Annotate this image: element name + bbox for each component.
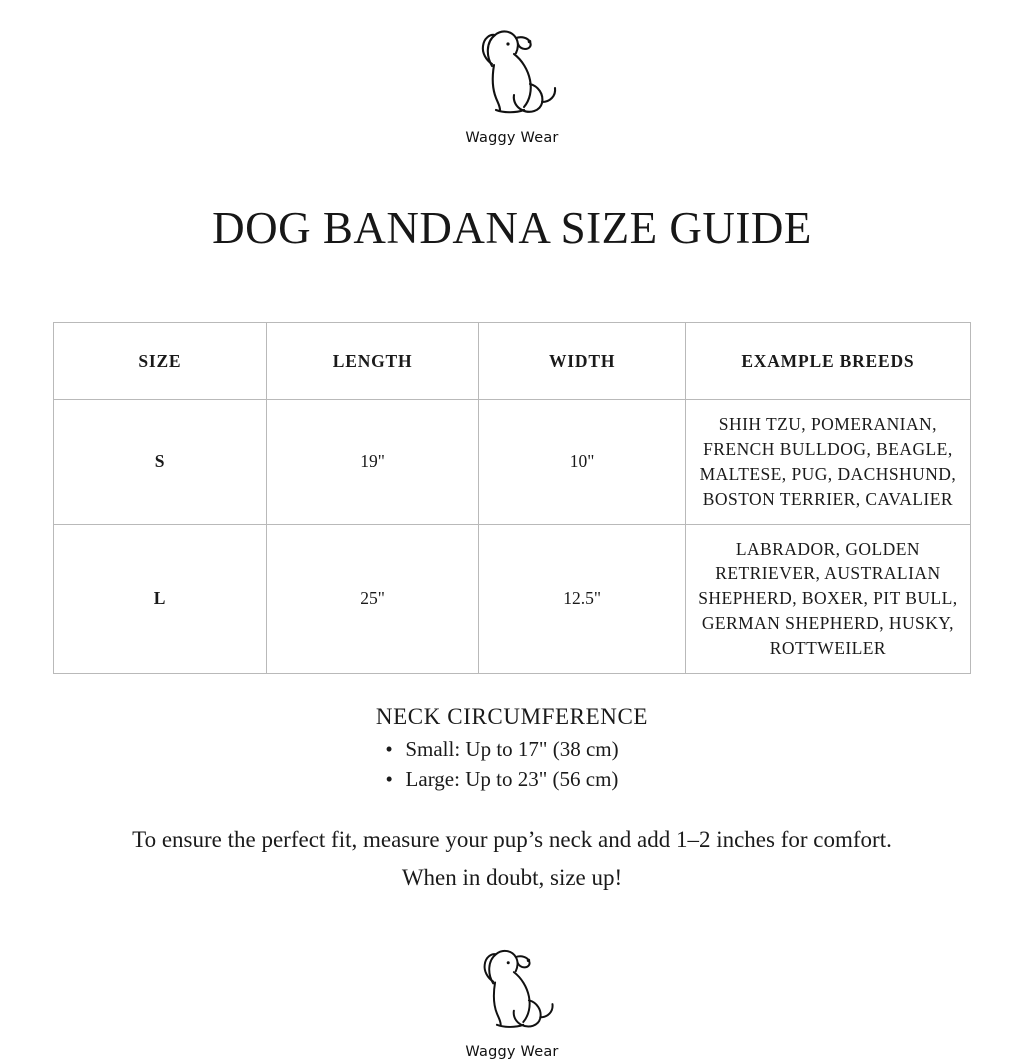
brand-logo-top [456,22,568,146]
table-row [54,400,971,524]
table-header [54,323,971,400]
fit-note-line-2: When in doubt, size up! [401,864,623,890]
column-header-width: WIDTH [479,323,685,400]
neck-circumference-heading: NECK CIRCUMFERENCE [375,703,649,729]
cell-size-small: S [54,400,267,524]
column-header-length: LENGTH [266,323,479,400]
cell-breeds-small: SHIH TZU, POMERANIAN, FRENCH BULLDOG, BEAGLE, MALTESE, PUG, DACHSHUND, BOSTON TERRIER, CAVALIER [685,400,970,524]
column-header-size: SIZE [54,323,267,400]
list-item: • Large: Up to 23" (56 cm) [376,764,648,794]
dog-line-art-icon [456,942,568,1043]
table-row [54,524,971,673]
column-header-breeds: EXAMPLE BREEDS [685,323,970,400]
fit-note [132,821,892,897]
cell-width-large: 12.5" [479,524,685,673]
cell-size-large: L [54,524,267,673]
list-item: • Small: Up to 17" (38 cm) [376,734,648,764]
brand-name-top: Waggy Wear [465,130,559,146]
brand-logo-bottom [456,942,568,1060]
page-title: DOG BANDANA SIZE GUIDE [212,203,812,253]
brand-name-bottom: Waggy Wear [465,1044,559,1060]
fit-note-line-1: To ensure the perfect fit, measure your pup’s neck and add 1–2 inches for comfort. [132,826,892,852]
cell-width-small: 10" [479,400,685,524]
table-body [54,400,971,674]
size-table [53,322,971,674]
dog-line-art-icon [456,22,568,129]
size-table-wrap [53,322,971,674]
cell-length-large: 25" [266,524,479,673]
table-header-row [54,323,971,400]
neck-circumference-section [376,704,648,795]
neck-circumference-list [376,734,648,795]
cell-breeds-large: LABRADOR, GOLDEN RETRIEVER, AUSTRALIAN SHEPHERD, BOXER, PIT BULL, GERMAN SHEPHERD, HUSKY, ROTTWEILER [685,524,970,673]
cell-length-small: 19" [266,400,479,524]
